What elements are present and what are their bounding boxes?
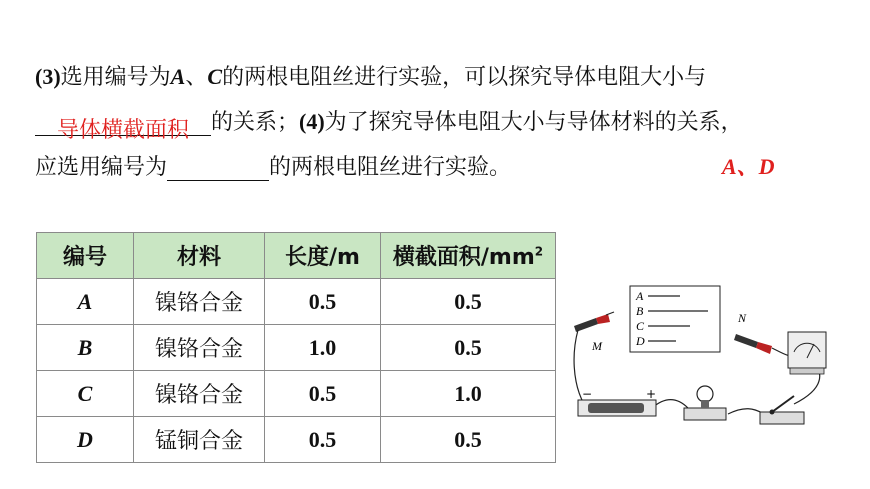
battery xyxy=(578,387,656,416)
cell-area: 0.5 xyxy=(381,325,556,371)
separator: 、 xyxy=(185,65,208,90)
clip-n xyxy=(734,311,772,354)
cell-length: 0.5 xyxy=(265,417,381,463)
text: 的两根电阻丝进行实验。 xyxy=(269,155,512,180)
wire-a: A xyxy=(170,64,186,89)
cell-area: 0.5 xyxy=(381,417,556,463)
table-row xyxy=(37,371,556,417)
board-label-a: A xyxy=(636,289,644,303)
cell-area: 0.5 xyxy=(381,279,556,325)
text: 为了探究导体电阻大小与导体材料的关系， xyxy=(324,110,743,135)
lamp xyxy=(684,386,726,420)
clip-m-label: M xyxy=(592,339,602,353)
wire xyxy=(652,400,688,408)
cell-length: 0.5 xyxy=(265,279,381,325)
wire-c: C xyxy=(207,64,223,89)
text: 应选用编号为 xyxy=(35,155,168,180)
board-label-c: C xyxy=(636,319,645,333)
cell-id: C xyxy=(37,371,134,417)
wire-board xyxy=(630,286,720,352)
switch xyxy=(760,396,804,424)
cell-id: A xyxy=(37,279,134,325)
circuit-diagram xyxy=(568,282,838,432)
table-row xyxy=(37,279,556,325)
clip-n-label: N xyxy=(738,311,747,325)
cell-material: 镍铬合金 xyxy=(134,371,265,417)
wire-table xyxy=(36,232,556,463)
cell-length: 0.5 xyxy=(265,371,381,417)
text: 的关系； xyxy=(211,110,300,135)
answer-blank-3 xyxy=(35,113,211,143)
clip-m xyxy=(574,312,614,353)
plus-terminal: + xyxy=(646,387,657,401)
cell-material: 锰铜合金 xyxy=(134,417,265,463)
cell-area: 1.0 xyxy=(381,371,556,417)
header-length: 长度/m xyxy=(265,233,381,279)
cell-length: 1.0 xyxy=(265,325,381,371)
board-label-b: B xyxy=(636,304,644,318)
cell-material: 镍铬合金 xyxy=(134,279,265,325)
answer-blank-4 xyxy=(167,158,269,181)
table-header-row xyxy=(37,233,556,279)
header-area: 横截面积$/mm^2$ xyxy=(381,233,556,279)
part-3-label: (3) xyxy=(35,64,61,89)
minus-terminal: − xyxy=(582,387,593,401)
text: 的两根电阻丝进行实验，可以探究导体电阻大小与 xyxy=(222,65,707,90)
header-id: 编号 xyxy=(37,233,134,279)
cell-material: 镍铬合金 xyxy=(134,325,265,371)
table-row xyxy=(37,417,556,463)
table-row xyxy=(37,325,556,371)
question-line-1 xyxy=(35,60,706,91)
cell-id: B xyxy=(37,325,134,371)
text: 选用编号为 xyxy=(60,65,171,90)
part-4-label: (4) xyxy=(299,109,325,134)
header-material: 材料 xyxy=(134,233,265,279)
question-line-2 xyxy=(35,105,743,143)
cell-id: D xyxy=(37,417,134,463)
board-label-d: D xyxy=(636,334,645,348)
answer-3: 导体横截面积 xyxy=(56,118,189,143)
ammeter xyxy=(788,332,826,374)
question-line-3 xyxy=(35,150,511,181)
wire xyxy=(728,409,764,414)
answer-4: A、D xyxy=(722,154,775,179)
